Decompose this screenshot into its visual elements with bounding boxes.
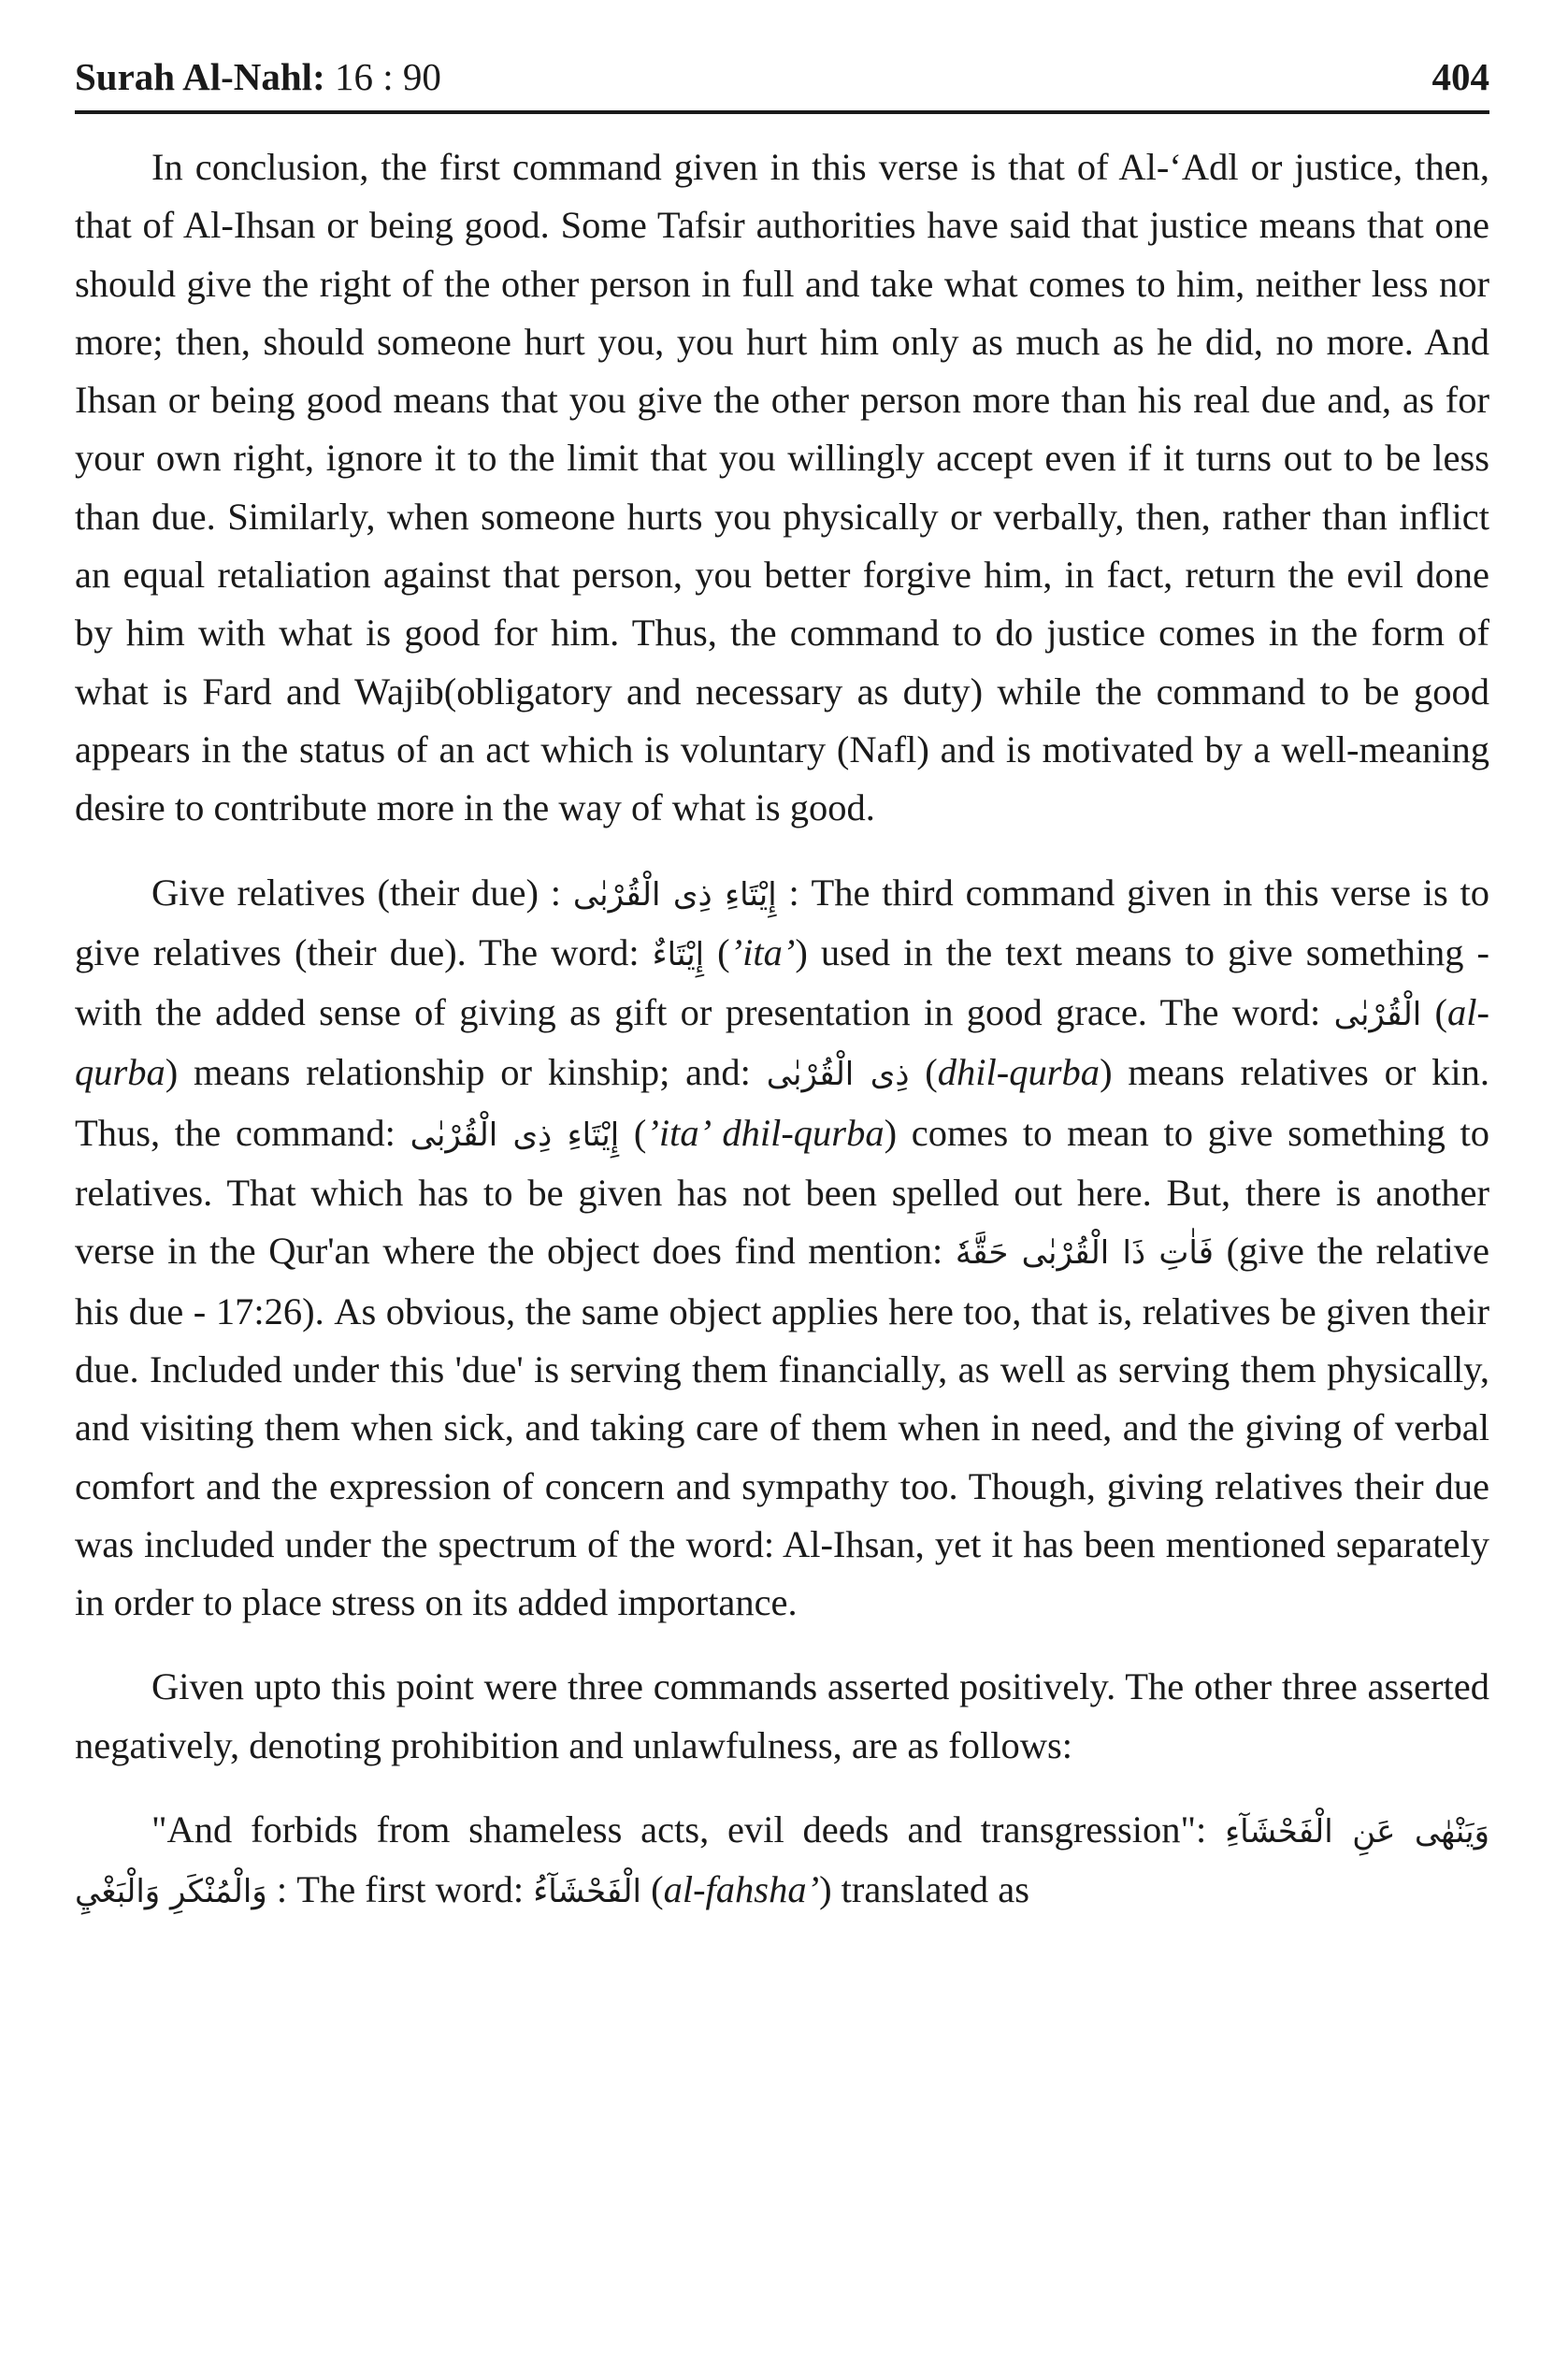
text-segment: ) used in the text means to give something - with the added sense of giving as gift or presentation in good grace. The word: <box>75 930 1490 1034</box>
text-segment: "And forbids from shameless acts, evil deeds and transgression": <box>151 1808 1207 1851</box>
paragraph-justice: In conclusion, the first command given in this verse is that of Al-‘Adl or justice, then, that of Al-Ihsan or being good. Some Tafsir authorities have said that justice means that one should give the right of the other person in full and take what comes to him, neither less nor more; then, should someone hurt you, you hurt him only as much as he did, no more. And Ihsan or being good means that you give the other person more than his real due and, as for your own right, ignore it to the limit that you willingly accept even if it turns out to be less than due. Similarly, when someone hurts you physically or verbally, then, rather than inflict an equal retaliation against that person, you better forgive him, in fact, return the evil done by him with what is good for him. Thus, the command to do justice comes in the form of what is Fard and Wajib(obligatory and necessary as duty) while the command to be good appears in the status of an act which is voluntary (Nafl) and is motivated by a well-meaning desire to contribute more in the way of what is good. <box>75 146 1489 829</box>
verse-reference: 16 : 90 <box>334 55 441 98</box>
text-segment: ( <box>925 1051 938 1094</box>
surah-name: Surah Al-Nahl <box>75 55 313 98</box>
transliteration: al-qurba <box>75 991 1490 1094</box>
running-header <box>75 45 1489 114</box>
page-number: 404 <box>1431 55 1489 98</box>
text-segment: ) comes to mean to give something to relatives. That which has to be given has not been spelled out here. But, there is another verse in the Qur'an where the object does find mention: <box>75 1111 1490 1273</box>
arabic-phrase: الْقُرْبٰى <box>1333 996 1422 1034</box>
text-segment: Give relatives (their due) : <box>151 871 562 914</box>
arabic-phrase: فَاٰتِ ذَا الْقُرْبٰى حَقَّهٗ <box>955 1234 1215 1273</box>
text-segment: : The third command given in this verse is to give relatives (their due). The word: <box>75 871 1490 973</box>
body-text <box>75 138 1489 1922</box>
text-segment: ( <box>633 1111 647 1154</box>
transliteration: al-fahsha’ <box>663 1868 820 1911</box>
text-segment: (give the relative his due - 17:26). As obvious, the same object applies here too, that is, relatives be given their due. Included under this 'due' is serving them financially, as well as serving them physically, and visiting them when sick, and taking care of them when in need, and the giving of verbal comfort and the expression of concern and sympathy too. Though, giving relatives their due was included under the spectrum of the word: Al-Ihsan, yet it has been mentioned separately in order to place stress on its added importance. <box>75 1230 1489 1624</box>
arabic-phrase: إِيْتَاءِ ذِى الْقُرْبٰى <box>572 875 777 914</box>
text-segment: ) translated as <box>819 1868 1029 1911</box>
transliteration: dhil-qurba <box>937 1051 1100 1094</box>
arabic-phrase: وَيَنْهٰى عَنِ الْفَحْشَآءِ وَالْمُنْكَرِ وَالْبَغْيِ <box>75 1813 1489 1911</box>
text-segment: ( <box>1434 991 1448 1034</box>
transliteration: ’ita’ dhil-qurba <box>646 1111 885 1154</box>
text-segment: ) means relatives or kin. Thus, the command: <box>75 1051 1489 1154</box>
text-segment: ) means relationship or kinship; and: <box>165 1051 751 1094</box>
text-segment: : The first word: <box>276 1868 525 1911</box>
running-title <box>75 54 441 99</box>
transliteration: ’ita’ <box>729 930 796 973</box>
arabic-phrase: الْفَحْشَآءُ <box>533 1873 641 1911</box>
paragraph-prohibitions <box>75 1801 1489 1922</box>
arabic-phrase: إِيْتَاءٌ <box>652 935 705 973</box>
title-separator: : <box>312 55 325 98</box>
text-segment: ( <box>651 1868 664 1911</box>
arabic-phrase: ذِى الْقُرْبٰى <box>766 1056 910 1094</box>
text-segment: ( <box>717 930 730 973</box>
paragraph-three-commands: Given upto this point were three commands asserted positively. The other three asserted negatively, denoting prohibition and unlawfulness, are as follows: <box>75 1665 1489 1766</box>
arabic-phrase: إِيْتَاءِ ذِى الْقُرْبٰى <box>410 1116 620 1154</box>
paragraph-relatives <box>75 864 1489 1633</box>
